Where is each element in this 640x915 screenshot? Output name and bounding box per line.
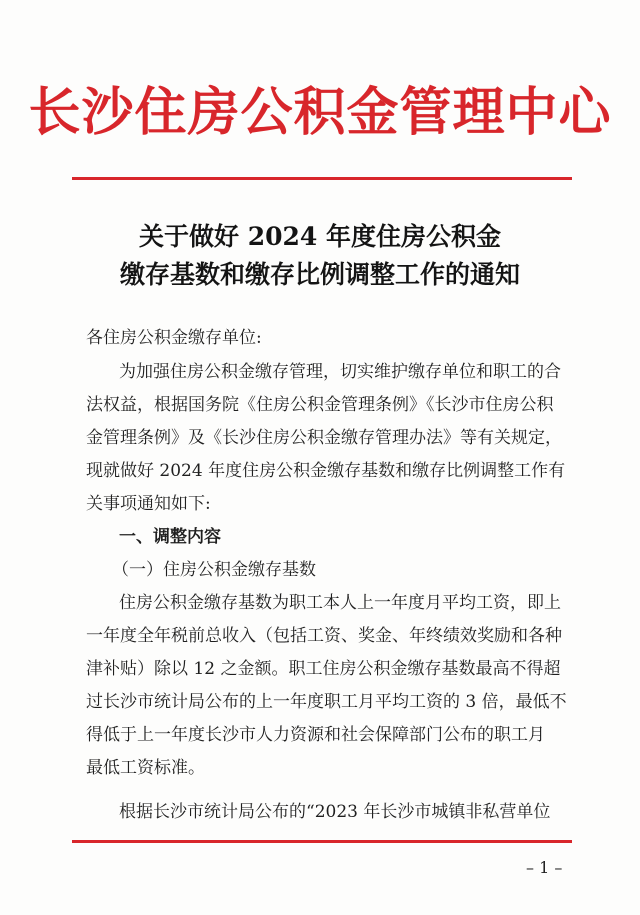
document-title-line-1: 关于做好 2024 年度住房公积金: [139, 222, 501, 251]
document-title-line-2: 缴存基数和缴存比例调整工作的通知: [119, 260, 520, 289]
paragraph-1-line-5: 关事项通知如下:: [86, 494, 211, 514]
paragraph-2-line-4: 过长沙市统计局公布的上一年度职工月平均工资的 3 倍，最低不: [86, 692, 567, 712]
paragraph-1-line-2: 法权益，根据国务院《住房公积金管理条例》《长沙市住房公积: [86, 395, 554, 415]
section-1-heading: 一、调整内容: [119, 527, 221, 547]
paragraph-2-line-2: 一年度全年税前总收入（包括工资、奖金、年终绩效奖励和各种: [86, 626, 562, 646]
paragraph-2-line-6: 最低工资标准。: [86, 758, 205, 778]
paragraph-2-line-1: 住房公积金缴存基数为职工本人上一年度月平均工资，即上: [119, 593, 561, 613]
salutation: 各住房公积金缴存单位:: [86, 328, 262, 348]
paragraph-2-line-3: 津补贴）除以 12 之金额。职工住房公积金缴存基数最高不得超: [86, 659, 561, 679]
subsection-1-heading: （一）住房公积金缴存基数: [112, 560, 316, 580]
paragraph-1-line-4: 现就做好 2024 年度住房公积金缴存基数和缴存比例调整工作有: [86, 461, 566, 481]
page-number: – 1 –: [526, 858, 563, 877]
footer-red-rule: [72, 840, 572, 843]
paragraph-2-line-5: 得低于上一年度长沙市人力资源和社会保障部门公布的职工月: [86, 725, 545, 745]
letterhead-org-name: 长沙住房公积金管理中心: [28, 82, 612, 143]
paragraph-3-line-1: 根据长沙市统计局公布的“2023 年长沙市城镇非私营单位: [119, 802, 551, 822]
letterhead-red-rule: [72, 177, 572, 180]
paragraph-1-line-1: 为加强住房公积金缴存管理，切实维护缴存单位和职工的合: [119, 362, 561, 382]
paragraph-1-line-3: 金管理条例》及《长沙住房公积金缴存管理办法》等有关规定，: [86, 428, 562, 448]
